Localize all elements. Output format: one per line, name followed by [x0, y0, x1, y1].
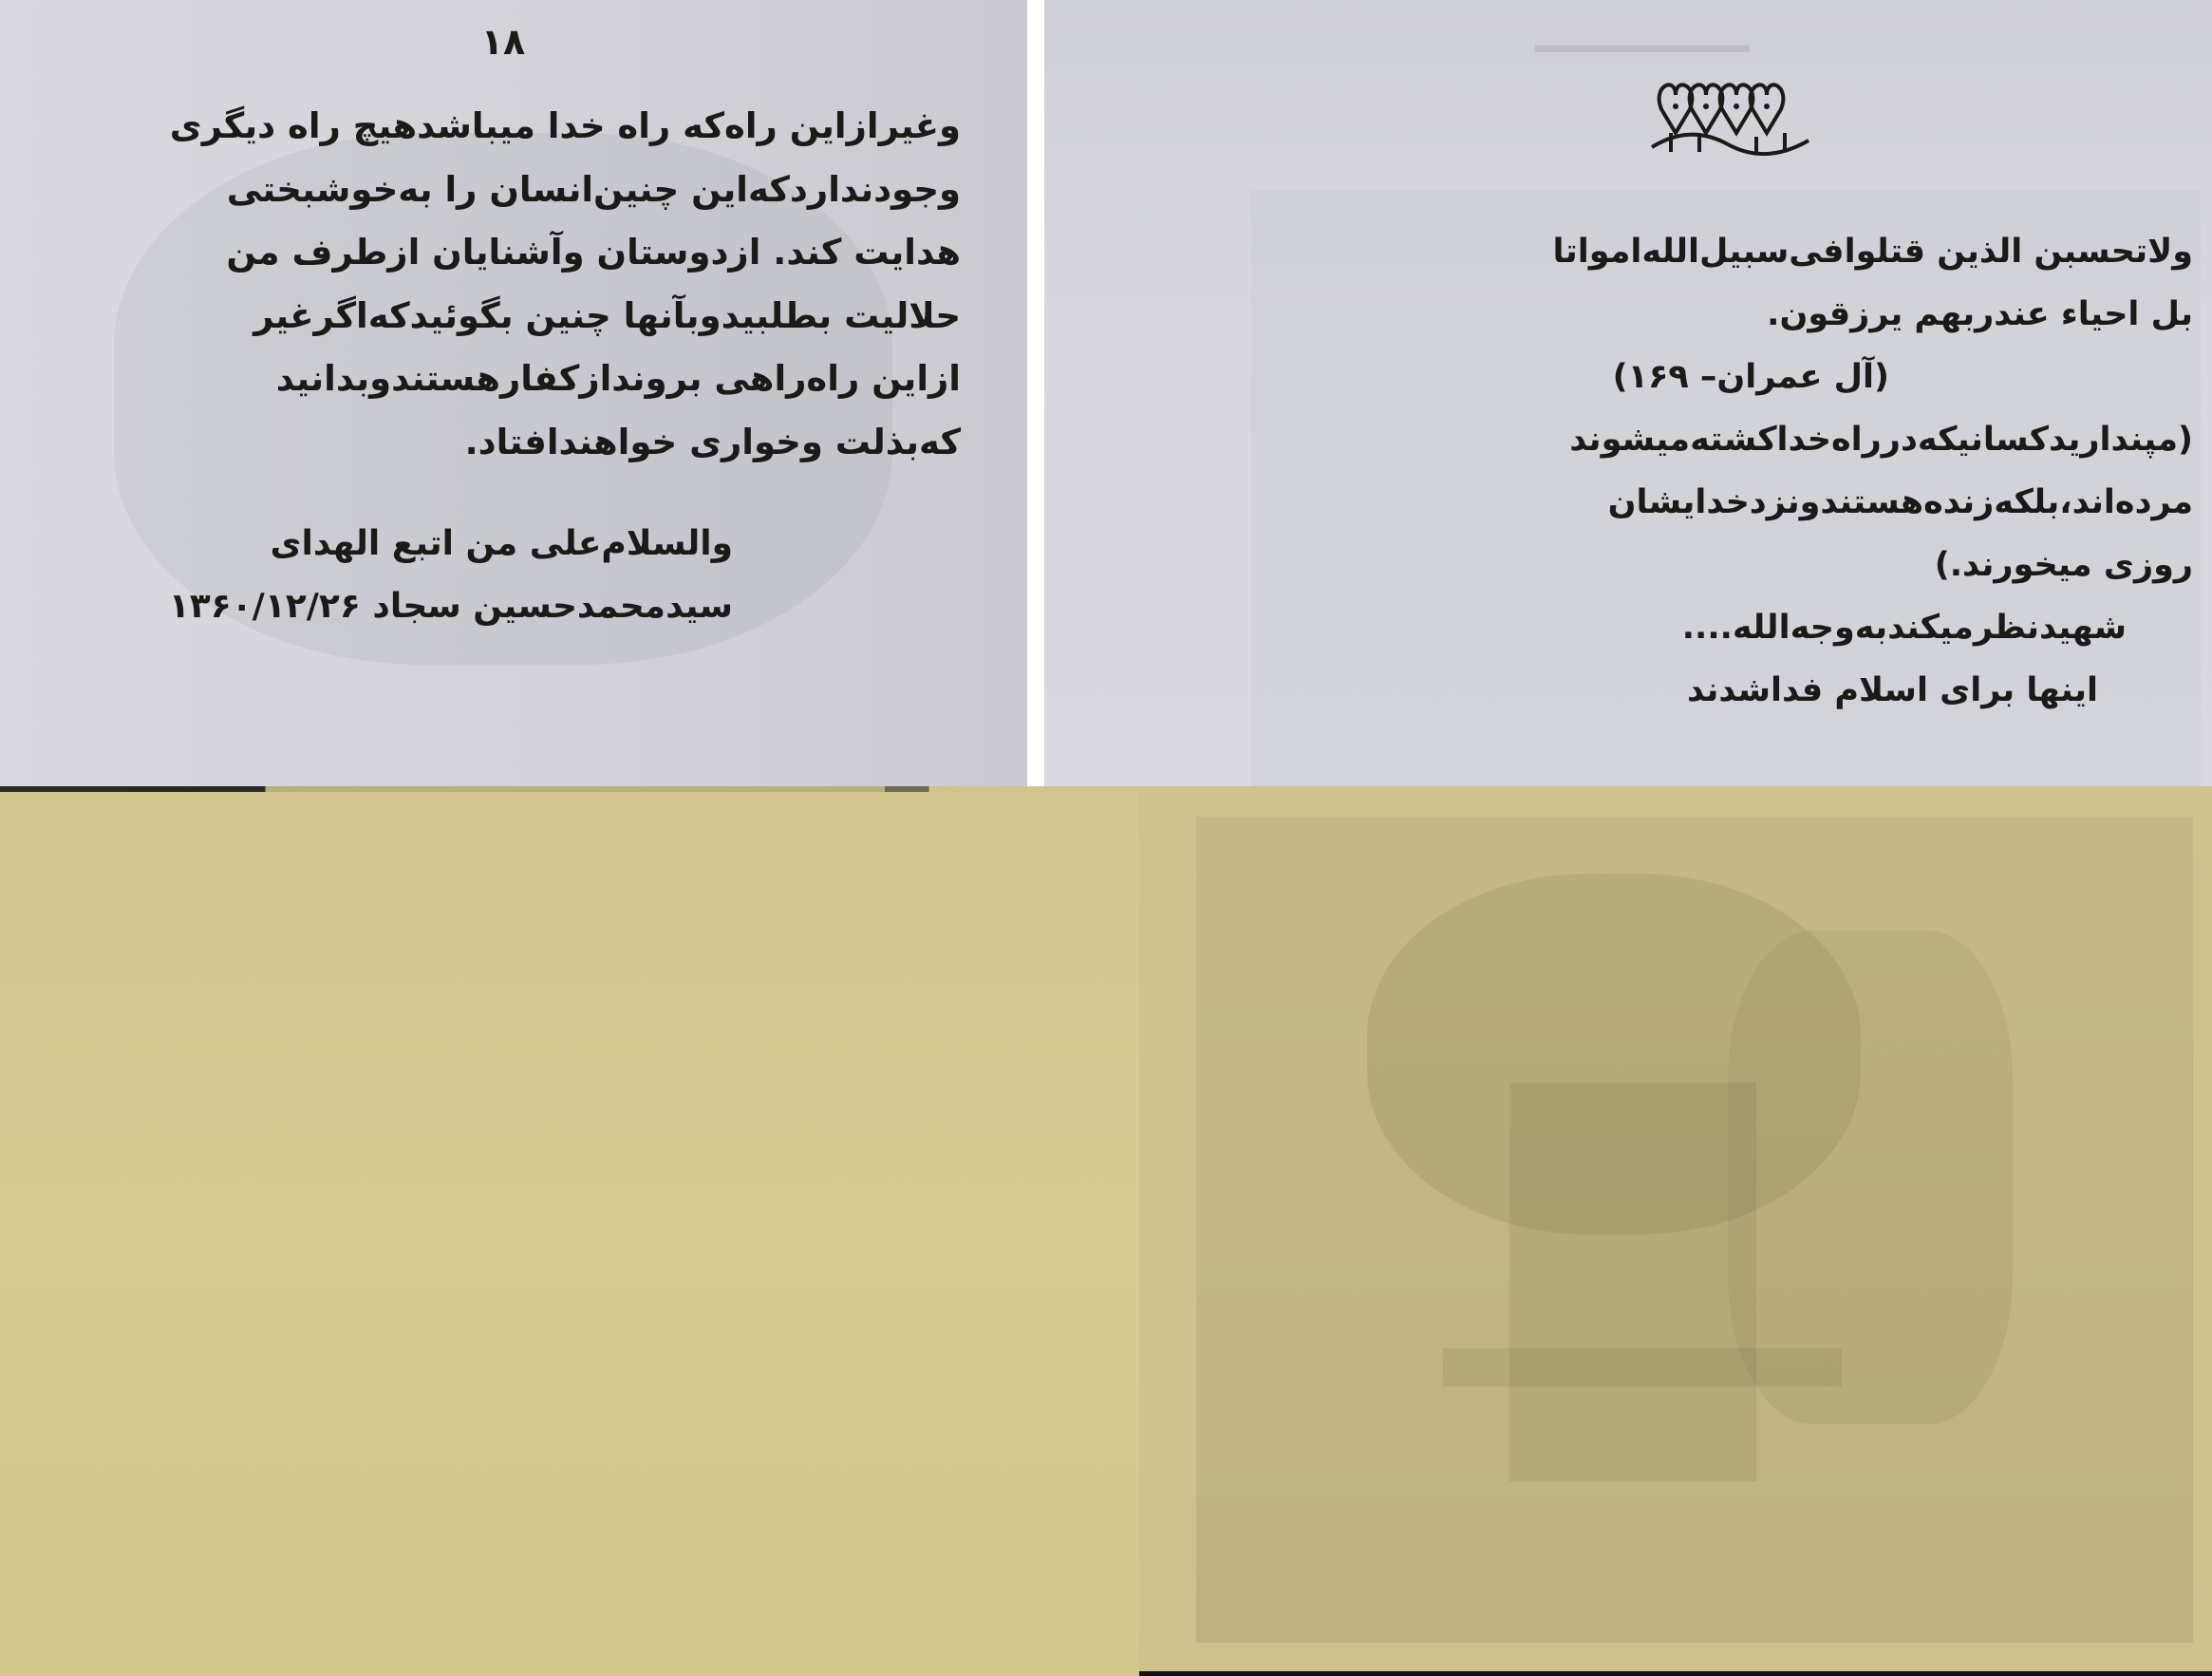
verse-reference: (آل عمران– ۱۶۹)	[1612, 358, 1889, 396]
signature-line: سیدمحمدحسین سجاد ۱۳۶۰/۱۲/۲۶	[168, 587, 733, 626]
text-line: که‌بذلت وخواری خواهندافتاد.	[464, 421, 961, 462]
text-line: حلالیت بطلبیدوبآنها چنین بگوئیدکه‌اگرغیر	[253, 294, 961, 336]
text-line: بل احیاء عندربهم یرزقون.	[1767, 295, 2193, 333]
bleed-through-text: ـــــــــــ	[1535, 0, 1750, 66]
text-line: شهیدنظرمیکندبه‌وجه‌الله....	[1681, 609, 2127, 647]
salutation-line: والسلام‌علی من اتبع الهدای	[270, 524, 733, 563]
bottom-edge-line	[1139, 1671, 2212, 1676]
verse-block	[1263, 220, 2193, 722]
page-top-right	[1044, 0, 2212, 788]
text-line: اینها برای اسلام فداشدند	[1687, 671, 2098, 709]
page-bottom-left	[0, 788, 1139, 1676]
body-text	[30, 95, 961, 474]
text-line: ولاتحسبن الذین قتلوافی‌سبیل‌الله‌امواتا	[1552, 233, 2193, 271]
text-line: وجودنداردکه‌این چنین‌انسان را به‌خوشبختی	[226, 168, 961, 210]
text-line: روزی میخورند.)	[1934, 546, 2193, 584]
page-bottom-right	[1139, 788, 2212, 1676]
text-line: هدایت کند. ازدوستان وآشنایان ازطرف من	[226, 232, 961, 273]
photo-shape	[1728, 931, 2013, 1424]
page-top-left	[0, 0, 1027, 788]
faded-photograph	[1196, 817, 2193, 1643]
text-line: مرده‌اند،بلکه‌زنده‌هستندونزدخدایشان	[1607, 483, 2193, 521]
photo-shape	[1509, 1083, 1756, 1481]
text-line: (مپندارید‌کسانیکه‌درراه‌خداکشته‌میشوند	[1569, 421, 2193, 459]
text-line: وغیرازاین راه‌که راه خدا میباشدهیچ راه دیگری	[169, 105, 961, 146]
text-line: ازاین راه‌راهی بروندازکفارهستندوبدانید	[275, 358, 961, 399]
scan-seam	[0, 786, 2212, 792]
page-number: ۱۸	[480, 21, 526, 63]
closing-signature	[11, 513, 733, 638]
